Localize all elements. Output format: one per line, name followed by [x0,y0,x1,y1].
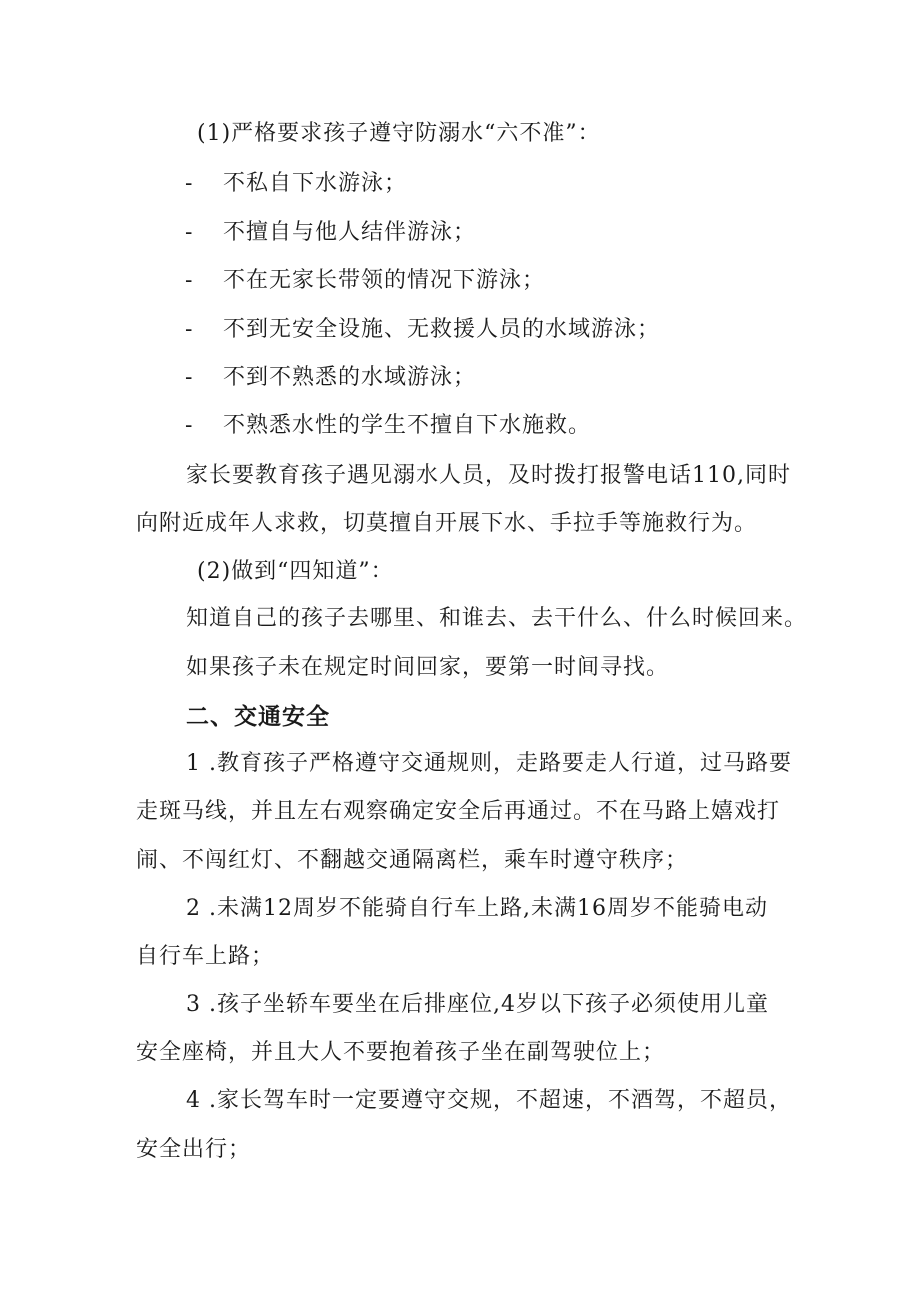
bullet-marker: - [185,317,193,342]
bullet-marker: - [185,268,193,293]
paragraph-line: 2 .未满12周岁不能骑自行车上路,未满16周岁不能骑电动 [186,896,768,921]
bullet-marker: - [185,365,193,390]
bullet-item: 不在无家长带领的情况下游泳； [223,268,546,293]
paragraph-line: 走斑马线，并且左右观察确定安全后再通过。不在马路上嬉戏打 [136,799,781,824]
paragraph-line: 安全座椅，并且大人不要抱着孩子坐在副驾驶位上； [136,1040,666,1065]
paragraph-line: 向附近成年人求救，切莫擅自开展下水、手拉手等施救行为。 [136,511,758,536]
paragraph-line: 自行车上路； [136,944,275,969]
bullet-marker: - [185,171,193,196]
bullet-item: 不熟悉水性的学生不擅自下水施救。 [223,413,592,438]
paragraph-line: 闹、不闯红灯、不翻越交通隔离栏，乘车时遵守秩序； [136,848,689,873]
paragraph-line: 4 .家长驾车时一定要遵守交规，不超速，不酒驾，不超员， [186,1088,792,1113]
bullet-item: 不到不熟悉的水域游泳； [223,365,477,390]
bullet-item: 不到无安全设施、无救援人员的水域游泳； [223,317,661,342]
paragraph-line: 1 .教育孩子严格遵守交通规则，走路要走人行道，过马路要 [186,751,792,776]
bullet-item: 不私自下水游泳； [223,171,408,196]
item2-title: (2)做到“四知道”： [197,559,394,584]
paragraph-line: 安全出行； [136,1137,252,1162]
bullet-marker: - [185,220,193,245]
bullet-item: 不擅自与他人结伴游泳； [223,220,477,245]
bullet-marker: - [185,413,193,438]
paragraph-line: 3 .孩子坐轿车要坐在后排座位,4岁以下孩子必须使用儿童 [186,992,769,1017]
paragraph-line: 知道自己的孩子去哪里、和谁去、去干什么、什么时候回来。 [186,606,808,631]
section-heading: 二、交通安全 [186,704,330,730]
paragraph-line: 如果孩子未在规定时间回家，要第一时间寻找。 [186,655,670,680]
item1-title: (1)严格要求孩子遵守防溺水“六不准”： [197,121,601,146]
paragraph-line: 家长要教育孩子遇见溺水人员，及时拨打报警电话110,同时 [186,463,791,488]
